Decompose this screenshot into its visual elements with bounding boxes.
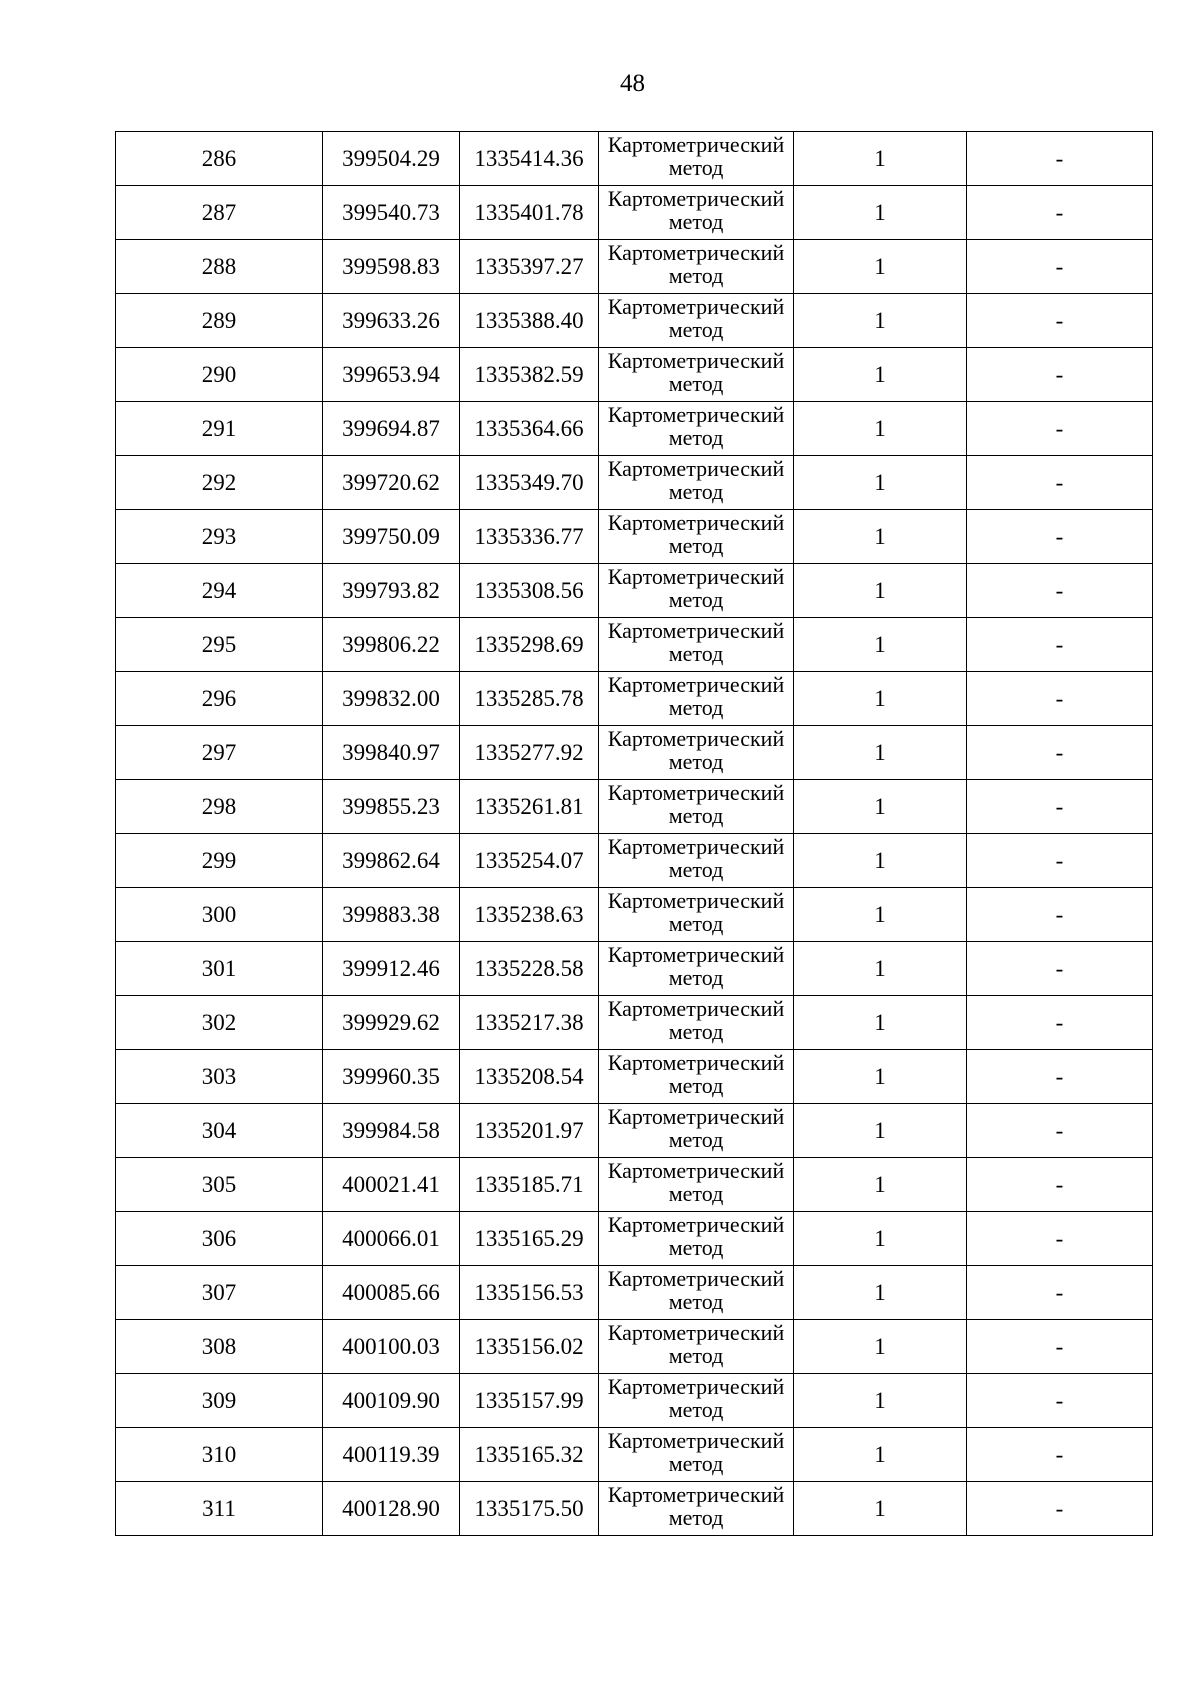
x-coordinate-cell: 399862.64 xyxy=(323,834,460,888)
y-coordinate-cell: 1335156.02 xyxy=(460,1320,599,1374)
y-coordinate-cell: 1335208.54 xyxy=(460,1050,599,1104)
table-row xyxy=(116,402,1153,456)
method-cell xyxy=(599,1482,794,1536)
accuracy-cell: 1 xyxy=(794,348,967,402)
method-cell xyxy=(599,1050,794,1104)
method-line-1: Картометрический xyxy=(607,1104,785,1129)
accuracy-cell: 1 xyxy=(794,564,967,618)
y-coordinate-cell: 1335308.56 xyxy=(460,564,599,618)
accuracy-cell: 1 xyxy=(794,888,967,942)
note-cell: - xyxy=(967,996,1153,1050)
y-coordinate-cell: 1335254.07 xyxy=(460,834,599,888)
x-coordinate-cell: 399504.29 xyxy=(323,132,460,186)
x-coordinate-cell: 399929.62 xyxy=(323,996,460,1050)
method-line-2: метод xyxy=(668,263,724,288)
page-number: 48 xyxy=(620,70,645,97)
point-number-cell: 288 xyxy=(116,240,323,294)
accuracy-cell: 1 xyxy=(794,672,967,726)
note-cell: - xyxy=(967,1050,1153,1104)
method-line-1: Картометрический xyxy=(607,1050,785,1075)
note-cell: - xyxy=(967,1212,1153,1266)
point-number-cell: 296 xyxy=(116,672,323,726)
table-row xyxy=(116,1320,1153,1374)
note-cell: - xyxy=(967,1266,1153,1320)
coordinates-table xyxy=(115,131,1153,1536)
table-row xyxy=(116,510,1153,564)
method-line-2: метод xyxy=(668,479,724,504)
table-row xyxy=(116,942,1153,996)
point-number-cell: 301 xyxy=(116,942,323,996)
y-coordinate-cell: 1335364.66 xyxy=(460,402,599,456)
table-row xyxy=(116,1482,1153,1536)
method-line-1: Картометрический xyxy=(607,834,785,859)
y-coordinate-cell: 1335185.71 xyxy=(460,1158,599,1212)
x-coordinate-cell: 399806.22 xyxy=(323,618,460,672)
method-line-1: Картометрический xyxy=(607,780,785,805)
table-row xyxy=(116,348,1153,402)
accuracy-cell: 1 xyxy=(794,240,967,294)
table-row xyxy=(116,996,1153,1050)
method-cell xyxy=(599,1374,794,1428)
method-cell xyxy=(599,1158,794,1212)
method-line-1: Картометрический xyxy=(607,672,785,697)
method-line-2: метод xyxy=(668,965,724,990)
method-line-1: Картометрический xyxy=(607,726,785,751)
method-cell xyxy=(599,1320,794,1374)
accuracy-cell: 1 xyxy=(794,510,967,564)
x-coordinate-cell: 399750.09 xyxy=(323,510,460,564)
method-line-2: метод xyxy=(668,911,724,936)
note-cell: - xyxy=(967,402,1153,456)
method-cell xyxy=(599,672,794,726)
accuracy-cell: 1 xyxy=(794,294,967,348)
accuracy-cell: 1 xyxy=(794,456,967,510)
point-number-cell: 295 xyxy=(116,618,323,672)
note-cell: - xyxy=(967,456,1153,510)
note-cell: - xyxy=(967,1374,1153,1428)
accuracy-cell: 1 xyxy=(794,996,967,1050)
method-line-2: метод xyxy=(668,749,724,774)
method-line-2: метод xyxy=(668,1235,724,1260)
note-cell: - xyxy=(967,348,1153,402)
method-line-2: метод xyxy=(668,857,724,882)
method-line-1: Картометрический xyxy=(607,294,785,319)
method-cell xyxy=(599,780,794,834)
accuracy-cell: 1 xyxy=(794,1320,967,1374)
method-cell xyxy=(599,1428,794,1482)
method-line-1: Картометрический xyxy=(607,1320,785,1345)
method-line-2: метод xyxy=(668,533,724,558)
y-coordinate-cell: 1335165.32 xyxy=(460,1428,599,1482)
y-coordinate-cell: 1335156.53 xyxy=(460,1266,599,1320)
method-line-2: метод xyxy=(668,155,724,180)
method-line-2: метод xyxy=(668,1181,724,1206)
table-row xyxy=(116,726,1153,780)
table-row xyxy=(116,1374,1153,1428)
method-line-2: метод xyxy=(668,587,724,612)
point-number-cell: 289 xyxy=(116,294,323,348)
x-coordinate-cell: 399984.58 xyxy=(323,1104,460,1158)
method-line-2: метод xyxy=(668,1451,724,1476)
method-cell xyxy=(599,348,794,402)
accuracy-cell: 1 xyxy=(794,1266,967,1320)
method-cell xyxy=(599,240,794,294)
method-line-1: Картометрический xyxy=(607,1266,785,1291)
y-coordinate-cell: 1335349.70 xyxy=(460,456,599,510)
accuracy-cell: 1 xyxy=(794,834,967,888)
point-number-cell: 300 xyxy=(116,888,323,942)
accuracy-cell: 1 xyxy=(794,132,967,186)
y-coordinate-cell: 1335285.78 xyxy=(460,672,599,726)
method-cell xyxy=(599,510,794,564)
accuracy-cell: 1 xyxy=(794,186,967,240)
method-line-1: Картометрический xyxy=(607,996,785,1021)
y-coordinate-cell: 1335217.38 xyxy=(460,996,599,1050)
accuracy-cell: 1 xyxy=(794,780,967,834)
accuracy-cell: 1 xyxy=(794,1374,967,1428)
method-cell xyxy=(599,1266,794,1320)
accuracy-cell: 1 xyxy=(794,618,967,672)
x-coordinate-cell: 399840.97 xyxy=(323,726,460,780)
table-row xyxy=(116,186,1153,240)
note-cell: - xyxy=(967,726,1153,780)
method-line-1: Картометрический xyxy=(607,564,785,589)
table-row xyxy=(116,1050,1153,1104)
method-cell xyxy=(599,1104,794,1158)
method-line-2: метод xyxy=(668,641,724,666)
method-line-1: Картометрический xyxy=(607,1158,785,1183)
method-cell xyxy=(599,186,794,240)
note-cell: - xyxy=(967,1158,1153,1212)
table-row xyxy=(116,456,1153,510)
method-line-1: Картометрический xyxy=(607,240,785,265)
note-cell: - xyxy=(967,780,1153,834)
y-coordinate-cell: 1335397.27 xyxy=(460,240,599,294)
table-row xyxy=(116,294,1153,348)
accuracy-cell: 1 xyxy=(794,1212,967,1266)
x-coordinate-cell: 399653.94 xyxy=(323,348,460,402)
note-cell: - xyxy=(967,294,1153,348)
x-coordinate-cell: 399832.00 xyxy=(323,672,460,726)
point-number-cell: 287 xyxy=(116,186,323,240)
method-cell xyxy=(599,132,794,186)
point-number-cell: 286 xyxy=(116,132,323,186)
y-coordinate-cell: 1335261.81 xyxy=(460,780,599,834)
note-cell: - xyxy=(967,834,1153,888)
method-line-1: Картометрический xyxy=(607,510,785,535)
point-number-cell: 302 xyxy=(116,996,323,1050)
accuracy-cell: 1 xyxy=(794,1104,967,1158)
note-cell: - xyxy=(967,510,1153,564)
table-row xyxy=(116,1158,1153,1212)
note-cell: - xyxy=(967,1428,1153,1482)
point-number-cell: 306 xyxy=(116,1212,323,1266)
table-row xyxy=(116,1104,1153,1158)
x-coordinate-cell: 400128.90 xyxy=(323,1482,460,1536)
method-line-2: метод xyxy=(668,317,724,342)
note-cell: - xyxy=(967,564,1153,618)
method-line-1: Картометрический xyxy=(607,1428,785,1453)
method-line-1: Картометрический xyxy=(607,186,785,211)
method-line-2: метод xyxy=(668,1019,724,1044)
point-number-cell: 294 xyxy=(116,564,323,618)
point-number-cell: 307 xyxy=(116,1266,323,1320)
table-row xyxy=(116,672,1153,726)
note-cell: - xyxy=(967,186,1153,240)
table-row xyxy=(116,132,1153,186)
x-coordinate-cell: 400119.39 xyxy=(323,1428,460,1482)
point-number-cell: 299 xyxy=(116,834,323,888)
method-line-2: метод xyxy=(668,371,724,396)
y-coordinate-cell: 1335238.63 xyxy=(460,888,599,942)
point-number-cell: 290 xyxy=(116,348,323,402)
accuracy-cell: 1 xyxy=(794,402,967,456)
y-coordinate-cell: 1335388.40 xyxy=(460,294,599,348)
point-number-cell: 308 xyxy=(116,1320,323,1374)
accuracy-cell: 1 xyxy=(794,1482,967,1536)
point-number-cell: 292 xyxy=(116,456,323,510)
method-line-2: метод xyxy=(668,1505,724,1530)
point-number-cell: 310 xyxy=(116,1428,323,1482)
y-coordinate-cell: 1335298.69 xyxy=(460,618,599,672)
y-coordinate-cell: 1335165.29 xyxy=(460,1212,599,1266)
accuracy-cell: 1 xyxy=(794,726,967,780)
x-coordinate-cell: 399720.62 xyxy=(323,456,460,510)
table-row xyxy=(116,564,1153,618)
y-coordinate-cell: 1335201.97 xyxy=(460,1104,599,1158)
method-line-1: Картометрический xyxy=(607,456,785,481)
method-line-2: метод xyxy=(668,209,724,234)
accuracy-cell: 1 xyxy=(794,942,967,996)
note-cell: - xyxy=(967,1482,1153,1536)
table-row xyxy=(116,618,1153,672)
note-cell: - xyxy=(967,1104,1153,1158)
method-line-2: метод xyxy=(668,1343,724,1368)
method-line-1: Картометрический xyxy=(607,1374,785,1399)
table-row xyxy=(116,888,1153,942)
point-number-cell: 309 xyxy=(116,1374,323,1428)
method-line-1: Картометрический xyxy=(607,1212,785,1237)
x-coordinate-cell: 399694.87 xyxy=(323,402,460,456)
y-coordinate-cell: 1335401.78 xyxy=(460,186,599,240)
x-coordinate-cell: 399912.46 xyxy=(323,942,460,996)
method-line-2: метод xyxy=(668,1073,724,1098)
method-cell xyxy=(599,618,794,672)
point-number-cell: 291 xyxy=(116,402,323,456)
x-coordinate-cell: 399540.73 xyxy=(323,186,460,240)
method-cell xyxy=(599,942,794,996)
y-coordinate-cell: 1335277.92 xyxy=(460,726,599,780)
x-coordinate-cell: 399960.35 xyxy=(323,1050,460,1104)
table-row xyxy=(116,834,1153,888)
method-line-2: метод xyxy=(668,425,724,450)
note-cell: - xyxy=(967,618,1153,672)
table-row xyxy=(116,780,1153,834)
x-coordinate-cell: 400021.41 xyxy=(323,1158,460,1212)
method-cell xyxy=(599,456,794,510)
note-cell: - xyxy=(967,132,1153,186)
x-coordinate-cell: 399598.83 xyxy=(323,240,460,294)
accuracy-cell: 1 xyxy=(794,1428,967,1482)
point-number-cell: 298 xyxy=(116,780,323,834)
method-line-2: метод xyxy=(668,1397,724,1422)
note-cell: - xyxy=(967,942,1153,996)
x-coordinate-cell: 400100.03 xyxy=(323,1320,460,1374)
method-cell xyxy=(599,1212,794,1266)
method-line-2: метод xyxy=(668,1127,724,1152)
x-coordinate-cell: 399883.38 xyxy=(323,888,460,942)
y-coordinate-cell: 1335382.59 xyxy=(460,348,599,402)
x-coordinate-cell: 399855.23 xyxy=(323,780,460,834)
method-line-1: Картометрический xyxy=(607,618,785,643)
table-body xyxy=(116,132,1153,1536)
method-line-2: метод xyxy=(668,695,724,720)
x-coordinate-cell: 399793.82 xyxy=(323,564,460,618)
method-line-1: Картометрический xyxy=(607,132,785,157)
method-line-2: метод xyxy=(668,1289,724,1314)
point-number-cell: 303 xyxy=(116,1050,323,1104)
method-cell xyxy=(599,726,794,780)
note-cell: - xyxy=(967,888,1153,942)
point-number-cell: 304 xyxy=(116,1104,323,1158)
point-number-cell: 311 xyxy=(116,1482,323,1536)
point-number-cell: 297 xyxy=(116,726,323,780)
table-row xyxy=(116,240,1153,294)
table-row xyxy=(116,1266,1153,1320)
y-coordinate-cell: 1335228.58 xyxy=(460,942,599,996)
method-line-1: Картометрический xyxy=(607,888,785,913)
method-cell xyxy=(599,888,794,942)
y-coordinate-cell: 1335175.50 xyxy=(460,1482,599,1536)
method-cell xyxy=(599,402,794,456)
accuracy-cell: 1 xyxy=(794,1158,967,1212)
note-cell: - xyxy=(967,672,1153,726)
table-row xyxy=(116,1428,1153,1482)
x-coordinate-cell: 399633.26 xyxy=(323,294,460,348)
method-cell xyxy=(599,996,794,1050)
note-cell: - xyxy=(967,1320,1153,1374)
x-coordinate-cell: 400085.66 xyxy=(323,1266,460,1320)
y-coordinate-cell: 1335414.36 xyxy=(460,132,599,186)
method-line-2: метод xyxy=(668,803,724,828)
y-coordinate-cell: 1335336.77 xyxy=(460,510,599,564)
accuracy-cell: 1 xyxy=(794,1050,967,1104)
method-line-1: Картометрический xyxy=(607,942,785,967)
point-number-cell: 293 xyxy=(116,510,323,564)
method-cell xyxy=(599,564,794,618)
y-coordinate-cell: 1335157.99 xyxy=(460,1374,599,1428)
method-cell xyxy=(599,834,794,888)
x-coordinate-cell: 400066.01 xyxy=(323,1212,460,1266)
point-number-cell: 305 xyxy=(116,1158,323,1212)
method-cell xyxy=(599,294,794,348)
method-line-1: Картометрический xyxy=(607,402,785,427)
table-row xyxy=(116,1212,1153,1266)
x-coordinate-cell: 400109.90 xyxy=(323,1374,460,1428)
method-line-1: Картометрический xyxy=(607,1482,785,1507)
note-cell: - xyxy=(967,240,1153,294)
method-line-1: Картометрический xyxy=(607,348,785,373)
